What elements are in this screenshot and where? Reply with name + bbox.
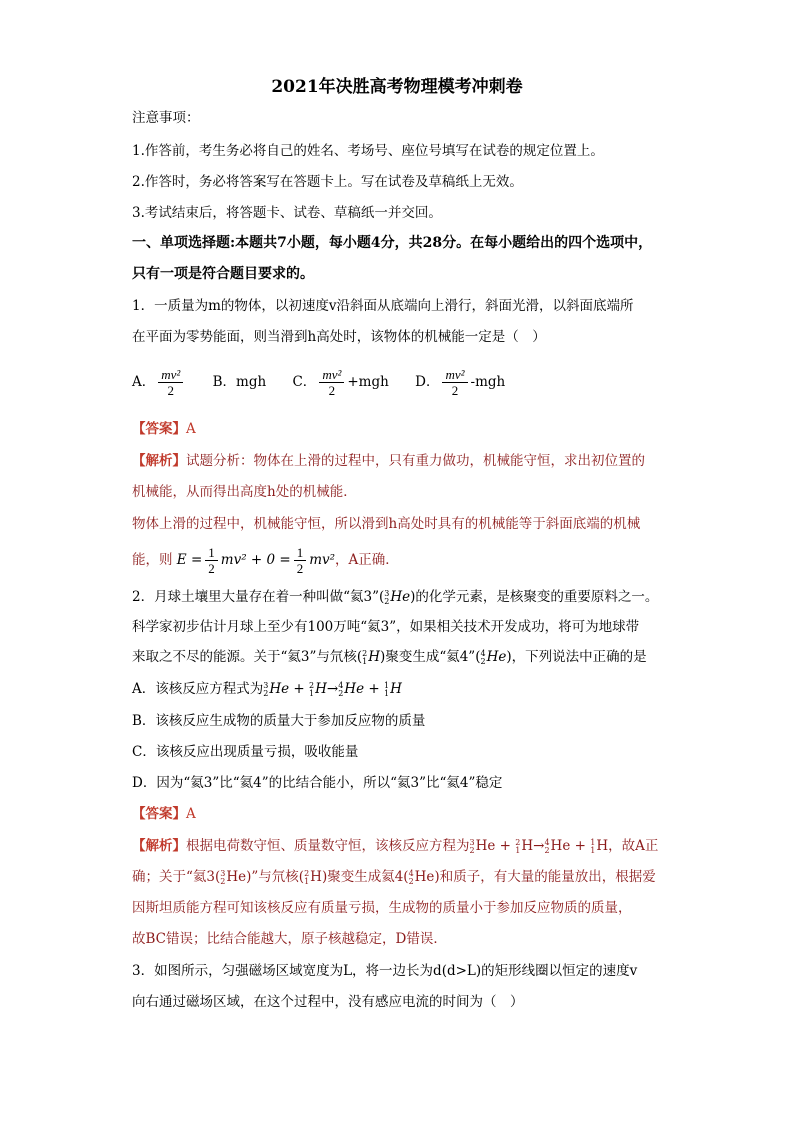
q1-analysis-line3: 物体上滑的过程中，机械能守恒，所以滑到h高处时具有的机械能等于斜面底端的机械 [132, 516, 641, 532]
q2-option-b[interactable]: B．该核反应生成物的质量大于参加反应物的质量 [132, 713, 426, 729]
q2-analysis-line3: 因斯坦质能方程可知该核反应有质量亏损，生成物的质量小于参加反应物质的质量， [132, 900, 632, 916]
q1-stem-line1: 1．一质量为m的物体，以初速度v沿斜面从底端向上滑行，斜面光滑，以斜面底端所 [132, 298, 634, 314]
q1-option-d[interactable]: D． $\frac{\text{mv²}}{2}$ -mgh [415, 367, 506, 398]
notice-item-3: 3.考试结束后，将答题卡、试卷、草稿纸一并交回。 [132, 205, 442, 221]
fraction: $\frac{\text{mv²}}{2}$ [442, 367, 467, 398]
q1-option-c[interactable]: C． $\frac{\text{mv²}}{2}$ +mgh [292, 367, 389, 398]
q2-analysis-line1: 【解析】根据电荷数守恒、质量数守恒，该核反应方程为 3 2 He + 2 1 H→ 4 2 He + 1 1 H，故A正 [132, 837, 659, 855]
q1-analysis-line1: 【解析】试题分析：物体在上滑的过程中，只有重力做功，机械能守恒，求出初位置的 [132, 453, 645, 469]
q1-option-b[interactable]: B．mgh [212, 374, 267, 390]
fraction: $\frac{\text{mv²}}{2}$ [158, 367, 183, 398]
section-heading-line1: 一、单项选择题:本题共7小题，每小题4分，共28分。在每小题给出的四个选项中， [132, 235, 653, 251]
q2-analysis-line2: 确；关于“氦3( 3 2 He)”与氘核( 2 1 H)聚变生成氦4( 4 2 He)和质子，有大量的能量放出，根据爱 [132, 868, 656, 886]
page-title: 2021年决胜高考物理模考冲刺卷 [271, 77, 523, 97]
q1-answer: 【答案】A [132, 421, 196, 437]
q2-stem-line3: 来取之不尽的能源。关于“氦3”与氘核( 2 1 H)聚变生成“氦4”( 4 2 He)，下列说法中正确的是 [132, 648, 647, 666]
q1-option-a[interactable]: A． $\frac{\text{mv²}}{2}$ [132, 361, 186, 403]
q1-stem-line2: 在平面为零势能面，则当滑到h高处时，该物体的机械能一定是（ ） [132, 329, 546, 345]
q2-option-a[interactable]: A．该核反应方程式为 3 2 He + 2 1 H→ 4 2 He + 1 1 H [132, 680, 402, 698]
q2-stem-line1: 2．月球土壤里大量存在着一种叫做“氦3”( 3 2 He)的化学元素，是核聚变的重要原料之一。 [132, 588, 659, 606]
q1-options [132, 361, 505, 403]
q2-stem-line2: 科学家初步估计月球上至少有100万吨“氦3”，如果相关技术开发成功，将可为地球带 [132, 619, 640, 635]
fraction: $\frac{\text{mv²}}{2}$ [319, 367, 344, 398]
q3-stem-line1: 3．如图所示，匀强磁场区域宽度为L，将一边长为d(d>L)的矩形线圈以恒定的速度v [132, 963, 638, 979]
fraction: $\frac{1}{2}$ [294, 545, 307, 576]
q2-analysis-line4: 故BC错误；比结合能越大，原子核越稳定，D错误． [132, 931, 447, 947]
q1-analysis-line2: 机械能，从而得出高度h处的机械能． [132, 484, 357, 500]
fraction: $\frac{1}{2}$ [205, 545, 218, 576]
q2-answer: 【答案】A [132, 806, 196, 822]
q1-analysis-line4: 能，则 E = $\frac{1}{2}$ mv² + 0 = $\frac{1}{2}$ mv²，A正确． [132, 545, 399, 576]
notice-heading: 注意事项： [132, 110, 200, 126]
q2-option-c[interactable]: C．该核反应出现质量亏损，吸收能量 [132, 744, 359, 760]
notice-item-2: 2.作答时，务必将答案写在答题卡上。写在试卷及草稿纸上无效。 [132, 174, 523, 190]
q3-stem-line2: 向右通过磁场区域，在这个过程中，没有感应电流的时间为（ ） [132, 994, 524, 1010]
section-heading-line2: 只有一项是符合题目要求的。 [132, 266, 314, 282]
notice-item-1: 1.作答前，考生务必将自己的姓名、考场号、座位号填写在试卷的规定位置上。 [132, 143, 604, 159]
q2-option-d[interactable]: D．因为“氦3”比“氦4”的比结合能小，所以“氦3”比“氦4”稳定 [132, 775, 503, 791]
